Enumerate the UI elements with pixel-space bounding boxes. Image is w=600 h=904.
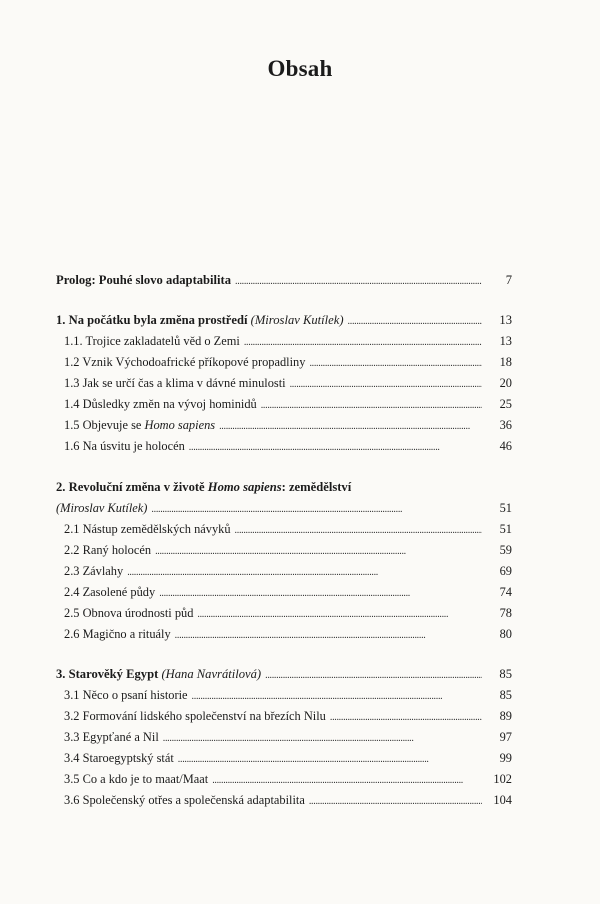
dot-leader <box>290 374 482 395</box>
toc-label: 1.4 Důsledky změn na vývoj hominidů <box>64 397 257 411</box>
dot-leader <box>197 604 482 625</box>
chapter-title: 3. Starověký Egypt <box>56 667 162 681</box>
toc-label-text: 1.5 Objevuje se <box>64 418 145 432</box>
toc-entry <box>56 519 512 540</box>
toc-entry <box>56 685 512 706</box>
dot-leader <box>235 520 482 541</box>
chapter-title-suffix: : zemědělství <box>281 480 352 494</box>
toc-page-number: 80 <box>499 627 512 641</box>
toc-label: 2.5 Obnova úrodnosti půd <box>64 606 194 620</box>
toc-entry-prolog <box>56 270 512 291</box>
page-title: Obsah <box>267 56 333 81</box>
toc-label: 1.6 Na úsvitu je holocén <box>64 439 185 453</box>
toc-chapter-1 <box>56 310 512 331</box>
dot-leader <box>189 437 482 458</box>
toc-entry <box>56 748 512 769</box>
toc-page-number: 99 <box>499 751 512 765</box>
toc-entry <box>56 540 512 561</box>
toc-chapter-2-author-line <box>56 498 512 519</box>
dot-leader <box>309 791 482 812</box>
toc-page-number: 36 <box>499 418 512 432</box>
dot-leader <box>178 749 482 770</box>
toc-page-number: 51 <box>499 501 512 515</box>
toc-page-number: 18 <box>499 355 512 369</box>
dot-leader <box>159 583 482 604</box>
toc-page-number: 25 <box>499 397 512 411</box>
toc-entry <box>56 394 512 415</box>
toc-chapter-3 <box>56 664 512 685</box>
toc-page-number: 51 <box>499 522 512 536</box>
toc-entry <box>56 331 512 352</box>
chapter-author: (Hana Navrátilová) <box>161 667 262 681</box>
chapter-title: 2. Revoluční změna v životě <box>56 480 208 494</box>
toc-page-number: 89 <box>499 709 512 723</box>
toc-page-number: 78 <box>499 606 512 620</box>
dot-leader <box>155 541 482 562</box>
toc-label: Prolog: Pouhé slovo adaptabilita <box>56 273 232 287</box>
toc-page-number: 102 <box>493 772 512 786</box>
dot-leader <box>127 562 482 583</box>
toc-page-number: 7 <box>505 273 512 287</box>
toc-page-number: 85 <box>499 688 512 702</box>
toc-label: 3.2 Formování lidského společenství na březích Nilu <box>64 709 326 723</box>
dot-leader <box>235 271 482 292</box>
toc-page-number: 85 <box>499 667 512 681</box>
dot-leader <box>348 311 482 332</box>
toc-entry <box>56 352 512 373</box>
toc-entry <box>56 727 512 748</box>
toc-label: 2.3 Závlahy <box>64 564 124 578</box>
toc-label-italic: Homo sapiens <box>144 418 216 432</box>
toc-label: 2.4 Zasolené půdy <box>64 585 156 599</box>
toc-entry <box>56 582 512 603</box>
toc-page-number: 59 <box>499 543 512 557</box>
toc-entry <box>56 561 512 582</box>
toc-label <box>56 664 261 685</box>
toc-label: 2.6 Magično a rituály <box>64 627 171 641</box>
toc-label: 1.1. Trojice zakladatelů věd o Zemi <box>64 334 240 348</box>
chapter-title: 1. Na počátku byla změna prostředí <box>56 313 251 327</box>
toc-entry <box>56 373 512 394</box>
toc-label <box>64 415 215 436</box>
dot-leader <box>192 686 482 707</box>
toc-label: 3.6 Společenský otřes a společenská adaptabilita <box>64 793 305 807</box>
toc-label: 3.4 Staroegyptský stát <box>64 751 174 765</box>
toc-entry <box>56 624 512 645</box>
toc-label: 3.3 Egypťané a Nil <box>64 730 159 744</box>
toc-page-number: 20 <box>499 376 512 390</box>
toc-page-number: 97 <box>499 730 512 744</box>
dot-leader <box>175 625 482 646</box>
toc-label: 3.5 Co a kdo je to maat/Maat <box>64 772 209 786</box>
toc-page-number: 13 <box>499 334 512 348</box>
toc-label <box>56 477 351 498</box>
dot-leader <box>265 665 482 686</box>
toc-entry <box>56 706 512 727</box>
toc-label: 1.3 Jak se určí čas a klima v dávné minulosti <box>64 376 286 390</box>
toc-entry <box>56 603 512 624</box>
chapter-author: (Miroslav Kutílek) <box>56 501 148 515</box>
toc-label: 3.1 Něco o psaní historie <box>64 688 188 702</box>
dot-leader <box>309 353 482 374</box>
toc-chapter-2 <box>56 477 512 498</box>
dot-leader <box>219 416 482 437</box>
table-of-contents <box>56 270 512 811</box>
toc-label <box>56 498 147 519</box>
chapter-title-italic: Homo sapiens <box>207 480 282 494</box>
dot-leader <box>151 499 482 520</box>
dot-leader <box>212 770 482 791</box>
toc-page-number: 46 <box>499 439 512 453</box>
toc-entry <box>56 790 512 811</box>
toc-label: 2.2 Raný holocén <box>64 543 152 557</box>
toc-entry <box>56 769 512 790</box>
toc-label: 1.2 Vznik Východoafrické příkopové propadliny <box>64 355 306 369</box>
toc-page-number: 74 <box>499 585 512 599</box>
toc-entry <box>56 415 512 436</box>
dot-leader <box>244 332 482 353</box>
toc-entry <box>56 436 512 457</box>
chapter-author: (Miroslav Kutílek) <box>250 313 344 327</box>
toc-page-number: 104 <box>493 793 512 807</box>
toc-page-number: 13 <box>499 313 512 327</box>
dot-leader <box>261 395 482 416</box>
toc-label <box>56 310 344 331</box>
toc-page-number: 69 <box>499 564 512 578</box>
dot-leader <box>163 728 482 749</box>
toc-label: 2.1 Nástup zemědělských návyků <box>64 522 231 536</box>
dot-leader <box>330 707 482 728</box>
